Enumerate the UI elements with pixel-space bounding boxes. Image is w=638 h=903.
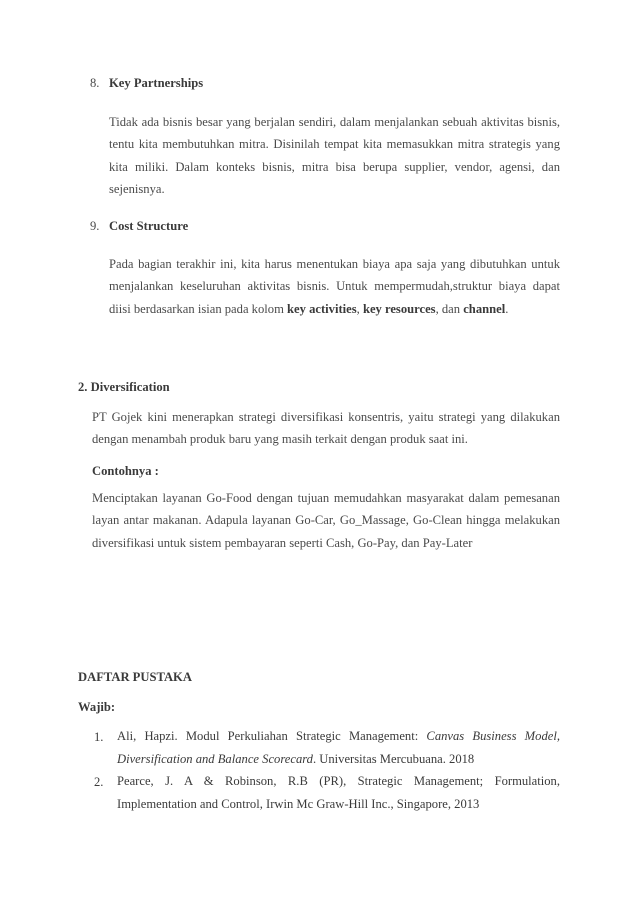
reference-1-publisher: . Universitas Mercubuana. 2018 [312, 752, 475, 766]
key-resources-term: key resources [362, 301, 436, 316]
section-8-title: Key Partnerships [109, 76, 204, 90]
diversification-body: PT Gojek kini menerapkan strategi diversifikasi konsentris, yaitu strategi yang dilakukan dengan menambah produk baru yang masih terkait dengan produk saat ini. [92, 410, 560, 447]
period: . [505, 301, 509, 316]
section-8-number: 8. [90, 76, 100, 90]
diversification-title: 2. Diversification [78, 380, 170, 394]
example-label: Contohnya : [92, 464, 159, 478]
required-label: Wajib: [78, 700, 116, 714]
section-9-body [109, 253, 560, 320]
section-9-number: 9. [90, 219, 100, 233]
key-activities-term: key activities [287, 301, 357, 316]
example-body: Menciptakan layanan Go-Food dengan tujuan memudahkan masyarakat dalam pemesanan layan antar makanan. Adapula layanan Go-Car, Go_Massage, Go-Clean hingga melakukan diversifikasi untuk sistem pembayaran seperti Cash, Go-Pay, dan Pay-Later [92, 491, 560, 550]
reference-1-authors: Ali, Hapzi. Modul Perkuliahan Strategic Management: [117, 729, 427, 743]
section-9-body-text: Pada bagian terakhir ini, kita harus menentukan biaya apa saja yang dibutuhkan untuk menjalankan keseluruhan aktivitas bisnis. Untuk mempermudah,struktur biaya dapat diisi berdasarkan isian pada kolom [109, 257, 560, 316]
separator: , dan [435, 301, 464, 316]
separator: , [356, 301, 363, 316]
reference-1-title: Canvas Business Model, Diversification and Balance Scorecard [117, 729, 561, 766]
references-title: DAFTAR PUSTAKA [78, 670, 192, 684]
section-9-title: Cost Structure [109, 219, 189, 233]
channel-term: channel [463, 301, 506, 316]
reference-number: 1. [94, 730, 104, 744]
reference-item-2: Pearce, J. A & Robinson, R.B (PR), Strategic Management; Formulation, Implementation and Control, Irwin Mc Graw-Hill Inc., Singapore, 2013 [117, 774, 560, 811]
reference-item-1 [117, 725, 560, 771]
reference-number: 2. [94, 775, 104, 789]
section-8-body: Tidak ada bisnis besar yang berjalan sendiri, dalam menjalankan sebuah aktivitas bisnis, tentu kita membutuhkan mitra. Disinilah tempat kita memasukkan mitra strategis yang kita miliki. Dalam konteks bisnis, mitra bisa berupa supplier, vendor, agensi, dan sejenisnya. [109, 115, 560, 196]
